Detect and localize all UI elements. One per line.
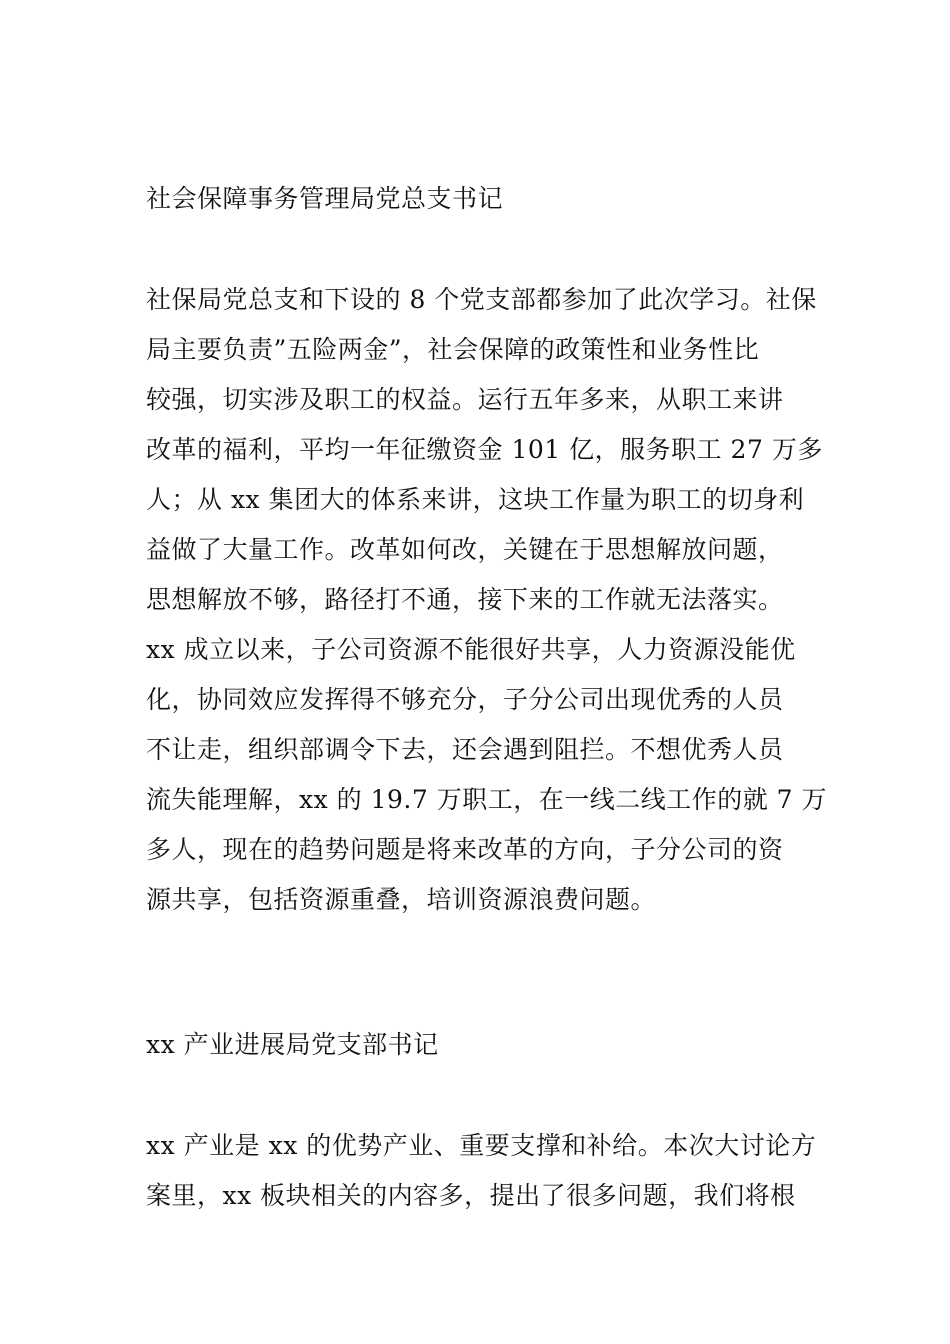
body-line: 化，协同效应发挥得不够充分，子分公司出现优秀的人员: [146, 685, 784, 714]
body-line: 益做了大量工作。改革如何改，关键在于思想解放问题，: [146, 535, 784, 564]
body-line: 思想解放不够，路径打不通，接下来的工作就无法落实。: [146, 585, 784, 614]
body-line: 源共享，包括资源重叠，培训资源浪费问题。: [146, 885, 657, 914]
body-line: 多人，现在的趋势问题是将来改革的方向，子分公司的资: [146, 835, 784, 864]
body-line: xx 产业是 xx 的优势产业、重要支撑和补给。本次大讨论方: [146, 1131, 817, 1160]
body-line: 较强，切实涉及职工的权益。运行五年多来，从职工来讲: [146, 385, 784, 414]
body-line: 案里，xx 板块相关的内容多，提出了很多问题，我们将根: [146, 1181, 796, 1210]
body-line: xx 成立以来，子公司资源不能很好共享，人力资源没能优: [146, 635, 796, 664]
body-line: 局主要负责”五险两金”，社会保障的政策性和业务性比: [146, 335, 760, 364]
section-1-heading: 社会保障事务管理局党总支书记: [146, 184, 504, 213]
body-line: 人；从 xx 集团大的体系来讲，这块工作量为职工的切身利: [146, 485, 805, 514]
section-2-heading: xx 产业进展局党支部书记: [146, 1030, 439, 1059]
body-line: 改革的福利，平均一年征缴资金 101 亿，服务职工 27 万多: [146, 435, 823, 464]
body-line: 不让走，组织部调令下去，还会遇到阻拦。不想优秀人员: [146, 735, 784, 764]
body-line: 流失能理解，xx 的 19.7 万职工，在一线二线工作的就 7 万: [146, 785, 828, 814]
body-line: 社保局党总支和下设的 8 个党支部都参加了此次学习。社保: [146, 285, 817, 314]
